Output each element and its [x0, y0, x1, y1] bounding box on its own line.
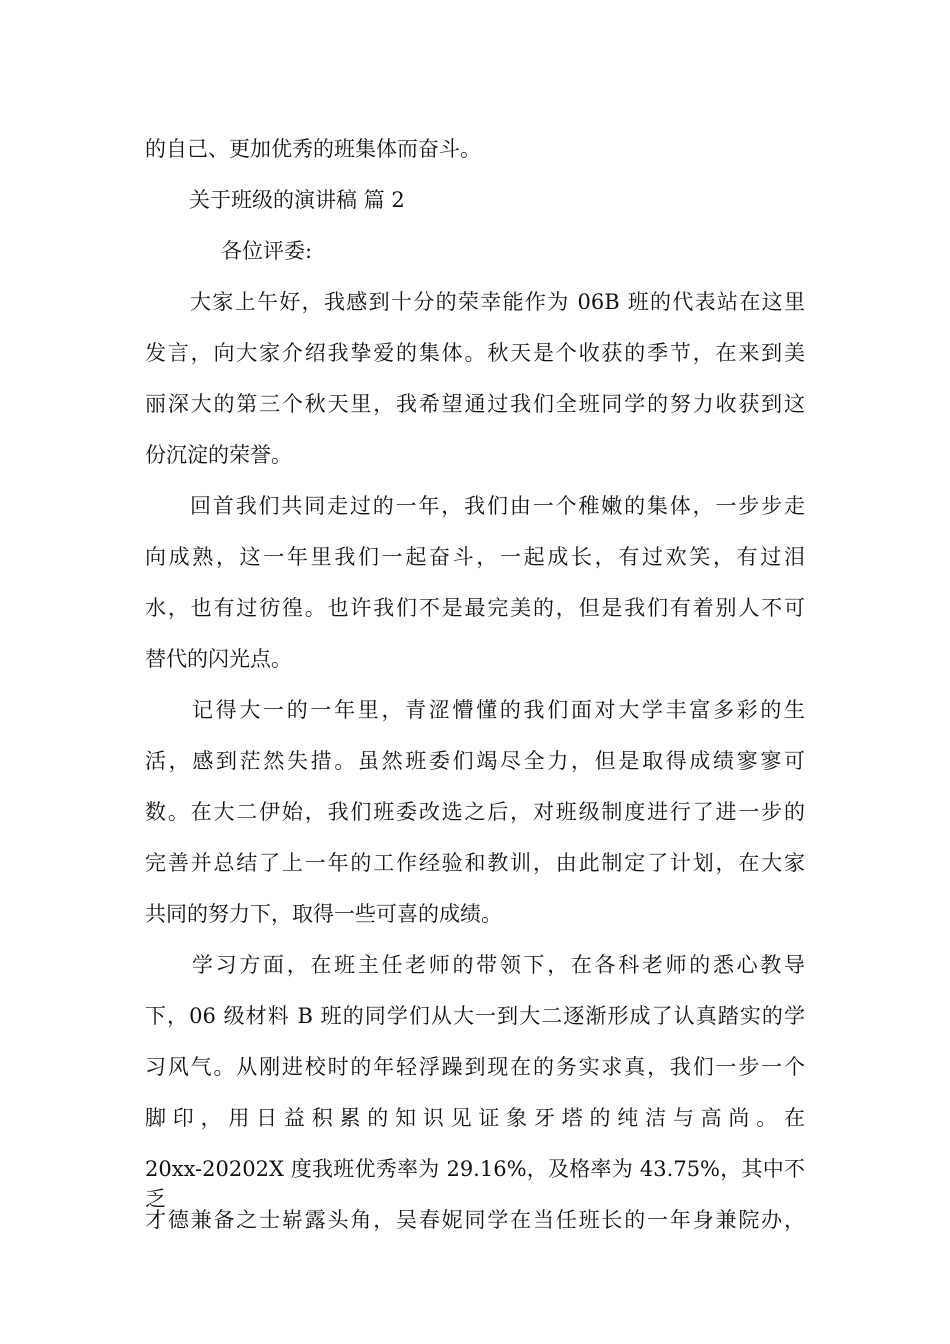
- paragraph-2-line-1: 回首我们共同走过的一年，我们由一个稚嫩的集体，一步步走: [190, 494, 805, 518]
- paragraph-4-line-4: 脚 印 ， 用 日 益 积 累 的 知 识 见 证 象 牙 塔 的 纯 洁 与 高 尚 。 在: [145, 1106, 805, 1130]
- paragraph-1-line-2: 发言，向大家介绍我挚爱的集体。秋天是个收获的季节，在来到美: [145, 341, 805, 365]
- text-line-closing: 的自己、更加优秀的班集体而奋斗。: [145, 137, 481, 161]
- paragraph-4-line-5: 20xx-20202X 度我班优秀率为 29.16%，及格率为 43.75%，其中不乏: [145, 1157, 805, 1211]
- paragraph-3-line-2: 活，感到茫然失措。虽然班委们竭尽全力，但是取得成绩寥寥可: [145, 749, 805, 773]
- paragraph-2-line-2: 向成熟，这一年里我们一起奋斗，一起成长，有过欢笑，有过泪: [145, 545, 805, 569]
- paragraph-4-line-2: 下，06 级材料 B 班的同学们从大一到大二逐渐形成了认真踏实的学: [145, 1004, 805, 1028]
- paragraph-4-line-6: 才德兼备之士崭露头角，吴春妮同学在当任班长的一年身兼院办，: [145, 1208, 805, 1232]
- paragraph-2-line-4: 替代的闪光点。: [145, 647, 292, 671]
- paragraph-3-line-5: 共同的努力下，取得一些可喜的成绩。: [145, 902, 502, 926]
- paragraph-1-line-4: 份沉淀的荣誉。: [145, 443, 292, 467]
- paragraph-1-line-3: 丽深大的第三个秋天里，我希望通过我们全班同学的努力收获到这: [145, 392, 805, 416]
- salutation: 各位评委:: [221, 239, 313, 263]
- paragraph-3-line-3: 数。在大二伊始，我们班委改选之后，对班级制度进行了进一步的: [145, 800, 805, 824]
- paragraph-2-line-3: 水，也有过彷徨。也许我们不是最完美的，但是我们有着别人不可: [145, 596, 805, 620]
- paragraph-3-line-1: 记得大一的一年里，青涩懵懂的我们面对大学丰富多彩的生: [192, 698, 805, 722]
- paragraph-1-line-1: 大家上午好，我感到十分的荣幸能作为 06B 班的代表站在这里: [190, 290, 805, 314]
- paragraph-4-line-3: 习风气。从刚进校时的年轻浮躁到现在的务实求真，我们一步一个: [145, 1055, 805, 1079]
- section-heading: 关于班级的演讲稿 篇 2: [189, 188, 405, 212]
- paragraph-3-line-4: 完善并总结了上一年的工作经验和教训，由此制定了计划，在大家: [145, 851, 805, 875]
- paragraph-4-line-1: 学习方面，在班主任老师的带领下，在各科老师的悉心教导: [192, 953, 805, 977]
